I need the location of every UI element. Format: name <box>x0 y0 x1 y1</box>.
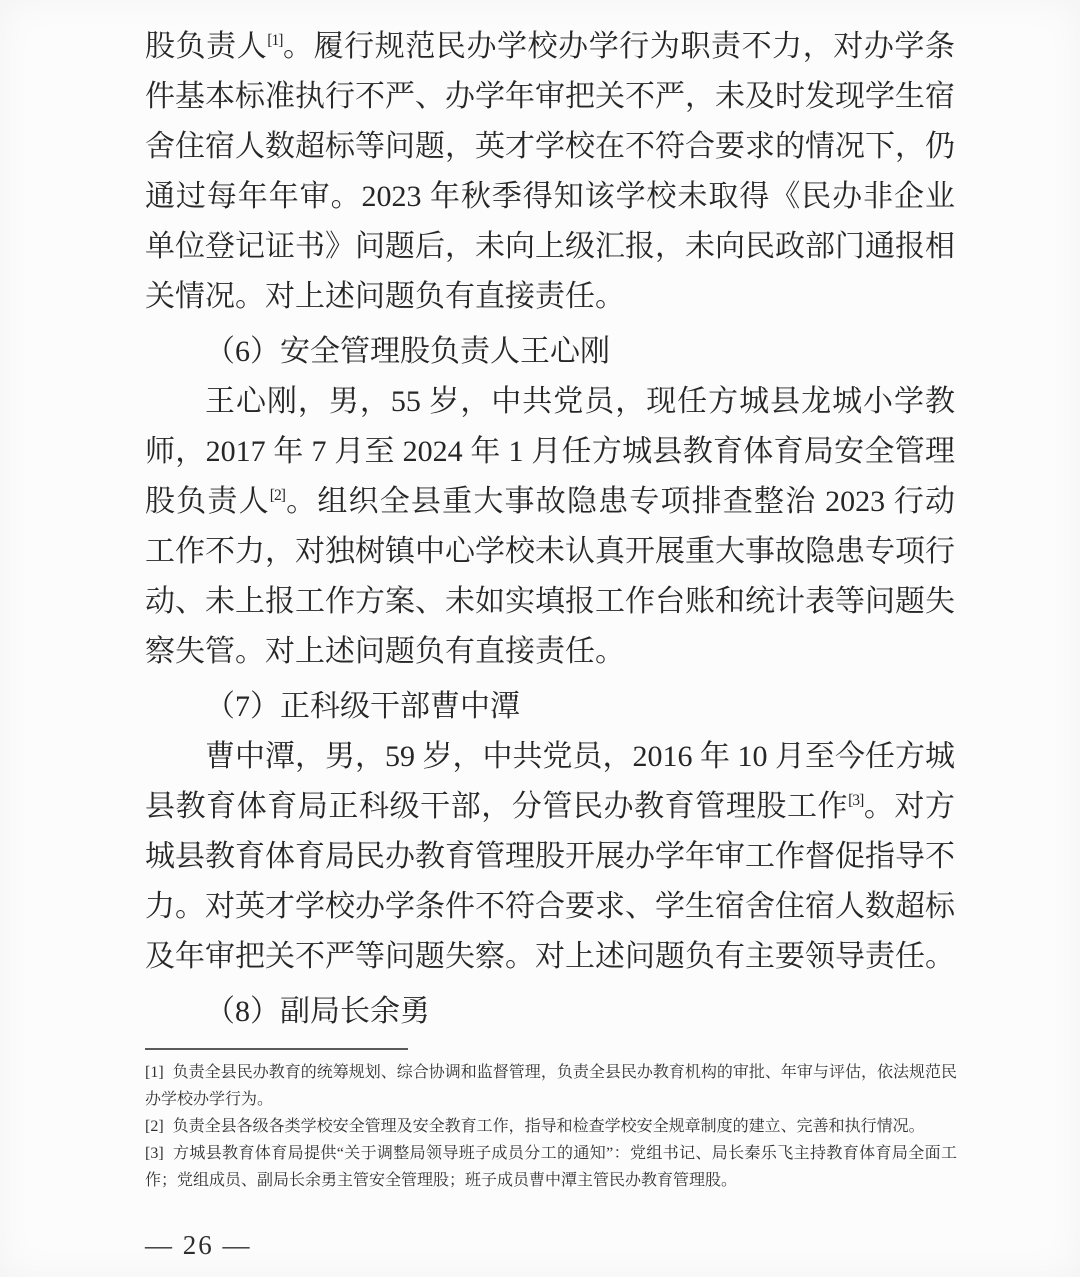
footnote-separator <box>145 1048 408 1050</box>
footnote-text: 方城县教育体育局提供“关于调整局领导班子成员分工的通知”：党组书记、局长秦乐飞主持教育体育局全面工作；党组成员、副局长余勇主管安全管理股；班子成员曹中潭主管民办教育管理股。 <box>145 1145 957 1189</box>
paragraph-wang-xingang <box>145 377 955 677</box>
footnote-ref-2: [2] <box>269 487 285 504</box>
paragraph-text: 股负责人 <box>145 30 268 63</box>
footnote-ref-3: [3] <box>848 792 864 809</box>
section-heading-8: （8）副局长余勇 <box>205 995 430 1028</box>
footnote-text: 负责全县民办教育的统筹规划、综合协调和监督管理，负责全县民办教育机构的审批、年审与评估，依法规范民办学校办学行为。 <box>145 1064 957 1108</box>
footnote-2 <box>145 1113 957 1140</box>
paragraph-text: 。对方城县教育体育局民办教育管理股开展办学年审工作督促指导不力。对英才学校办学条件不符合要求、学生宿舍住宿人数超标及年审把关不严等问题失察。对上述问题负有主要领导责任。 <box>145 790 956 973</box>
paragraph-text: 。组织全县重大事故隐患专项排查整治 2023 行动工作不力，对独树镇中心学校未认真开展重大事故隐患专项行动、未上报工作方案、未如实填报工作台账和统计表等问题失察失管。对上述问题负有直接责任。 <box>145 485 956 668</box>
paragraph-text: 曹中潭，男，59 岁，中共党员，2016 年 10 月至今任方城县教育体育局正科级干部，分管民办教育管理股工作 <box>145 740 955 823</box>
footnote-3 <box>145 1140 957 1194</box>
page-number: — 26 — <box>145 1230 252 1260</box>
footnote-marker: [2] <box>145 1118 164 1135</box>
paragraph-text: 王心刚，男，55 岁，中共党员，现任方城县龙城小学教师，2017 年 7 月至 2024 年 1 月任方城县教育体育局安全管理股负责人 <box>145 385 955 518</box>
paragraph-text: 。履行规范民办学校办学行为职责不力，对办学条件基本标准执行不严、办学年审把关不严，未及时发现学生宿舍住宿人数超标等问题，英才学校在不符合要求的情况下，仍通过每年年审。2023 年秋季得知该学校未取得《民办非企业单位登记证书》问题后，未向上级汇报，未向民政部门通报相关情况。对上述问题负有直接责任。 <box>145 30 956 313</box>
paragraph-continued <box>145 22 955 322</box>
footnotes-section <box>145 1048 957 1194</box>
footnote-ref-1: [1] <box>267 32 283 49</box>
footnote-marker: [1] <box>145 1064 164 1081</box>
footnote-text: 负责全县各级各类学校安全管理及安全教育工作，指导和检查学校安全规章制度的建立、完善和执行情况。 <box>172 1118 925 1135</box>
footnote-1 <box>145 1059 957 1113</box>
document-body <box>145 22 955 1037</box>
footnote-marker: [3] <box>145 1145 164 1162</box>
section-heading-6: （6）安全管理股负责人王心刚 <box>205 335 610 368</box>
section-heading-7: （7）正科级干部曹中潭 <box>205 690 520 723</box>
paragraph-cao-zhongtan <box>145 732 955 982</box>
